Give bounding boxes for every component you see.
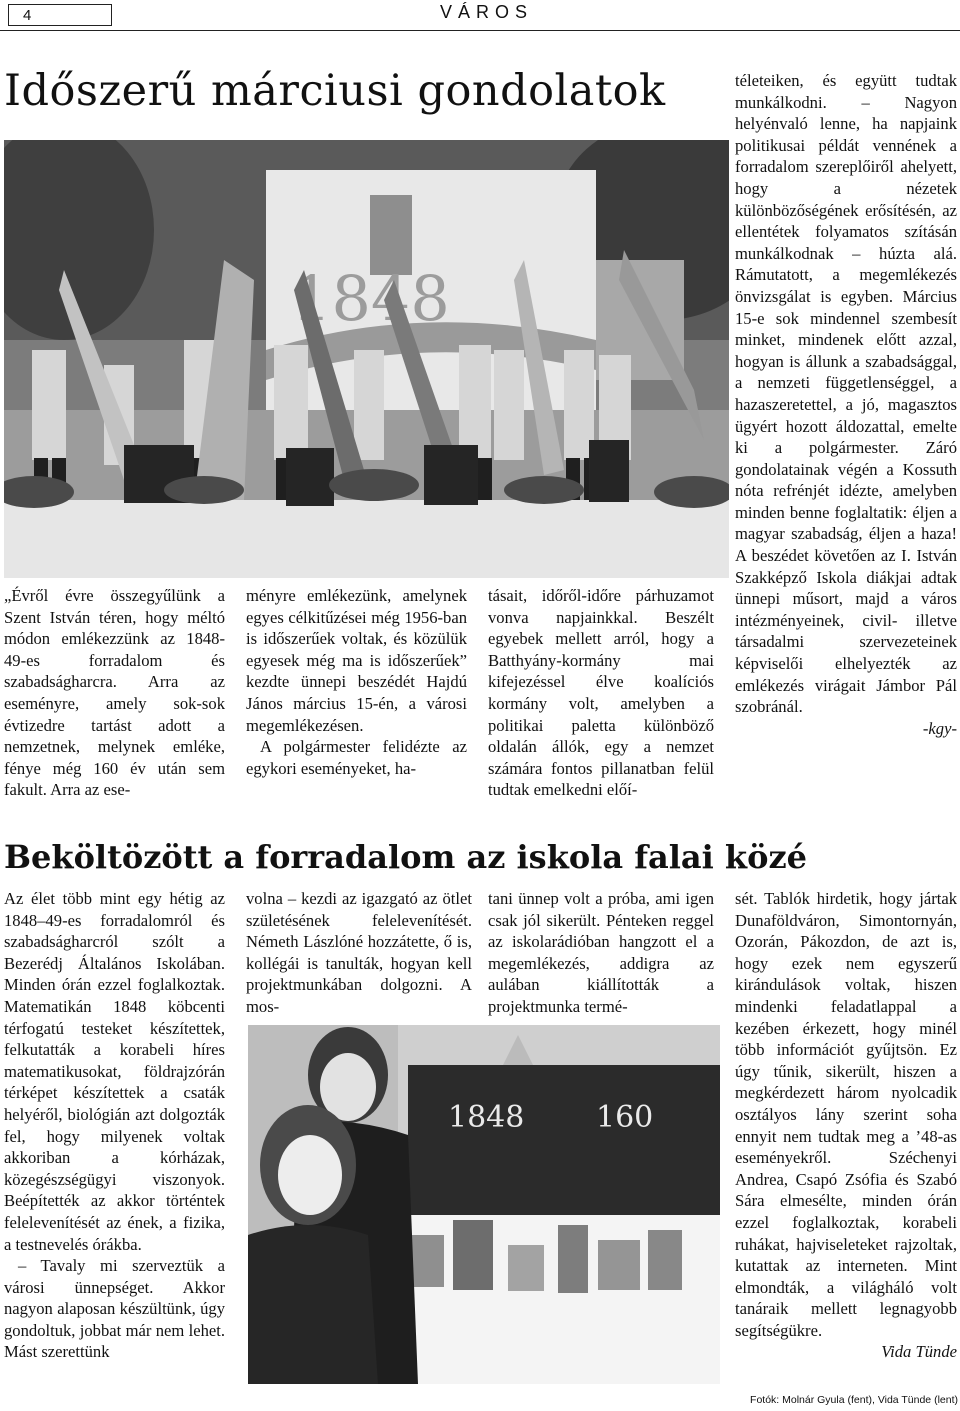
article1-signature: -kgy- <box>922 718 957 738</box>
article1-column-3 <box>488 585 714 801</box>
article1-photo <box>4 140 729 578</box>
article1-col2-text-a: ményre emlékezünk, amelynek egyes célkitűzései még 1956-ban is időszerűek voltak, és közülük egyesek még ma is időszerűek” kezdte ünnepi beszédét Hajdú János március 15-én, a városi megemlékezésen. <box>246 586 467 735</box>
article2-col1-text-b: – Tavaly mi szerveztük a városi ünnepséget. Akkor nagyon alaposan készültünk, úgy gondoltuk, jobbat már nem lehet. Mást szerettünk <box>4 1256 225 1362</box>
exhibit-year: 1848 <box>448 1100 525 1135</box>
article2-column-2 <box>246 888 472 1018</box>
article1-title: Időszerű márciusi gondolatok <box>4 66 666 116</box>
exhibit-number: 160 <box>596 1100 654 1135</box>
article2-column-4 <box>735 888 957 1363</box>
page-number: 4 <box>8 4 112 26</box>
article1-col4-text: téleteiken, és együtt tudtak munkálkodni. – Nagyon helyénvaló lenne, ha napjaink politikusai példát vennének a forradalom szereplőiről ahelyett, hogy a nézetek különbözőségének erősítésén, az ellentétek folyamatos szításán munkálkodnak – húzta alá. Rámutatott, a megemlékezés önvizsgálat is egyben. Március 15-e sok mindennel szembesít minket, mindenek előtt azzal, hogyan is állunk a szabadsággal, a nemzeti függetlenséggel, a hazaszeretettel, a jó, magasztos ügyért hozott áldozattal, emelte ki a polgármester. Záró gondolatainak végén a Kossuth nóta refrénjét idézte, amelyben minden benne foglaltatik: éljen a magyar szabadság, éljen a haza! A beszédet követően az I. István Szakképző Iskola diákjai adtak ünnepi műsort, majd a város intézményeinek, civil- illetve társadalmi szervezeteinek képviselői elhelyezték az emlékezés virágait Jámbor Pál szobránál. <box>735 71 957 717</box>
article1-col2-text-b: A polgármester felidézte az egykori eseményeket, ha- <box>246 737 467 778</box>
article1-column-1 <box>4 585 225 801</box>
article2-col4-text: sét. Tablók hirdetik, hogy jártak Dunaföldváron, Simontornyán, Ozorán, Pákozdon, de azt is, hogy ezek nem egyszerű kirándulások voltak, hiszen mindenki feladatlappal a kezében érkezett, hogy minél több információt gyűjtsön. Ez úgy tűnik, sikerült, hiszen a megkérdezett három nyolcadik osztályos lány szerint soha ennyit nem tudtak meg a ’48-as eseményekről. Széchenyi Andrea, Csapó Zsófia és Szabó Sára elmesélte, minden órán ezzel foglalkoztak, korabeli ruhákat, hajviseleteket rajzoltak, kutattak az interneten. Mint elmondták, a világháló volt tanáraik mellett legnagyobb segítségükre. <box>735 889 957 1340</box>
article2-column-3 <box>488 888 714 1018</box>
article1-col3-text: tásait, időről-időre párhuzamot vonva napjainkkal. Beszélt egyebek mellett arról, hogy a Batthyány-kormány mai kifejezéssel élve koalíciós kormány volt, amelyben a politikai paletta különböző oldalán állók, egy a nemzet számára fontos pillanatban felül tudtak emelkedni előí- <box>488 586 714 800</box>
photo-credits: Fotók: Molnár Gyula (fent), Vida Tünde (lent) <box>750 1394 958 1406</box>
article1-column-4 <box>735 70 957 739</box>
article2-column-1 <box>4 888 225 1363</box>
article2-title: Beköltözött a forradalom az iskola falai közé <box>4 838 807 876</box>
article2-photo <box>248 1025 720 1384</box>
stage-backdrop-year: 1848 <box>292 262 450 335</box>
article2-col3-text: tani ünnep volt a próba, ami igen csak jól sikerült. Pénteken reggel az iskolarádióban hangzott el a megemlékezés, addigra az aulában kiállították a projektmunka termé- <box>488 889 714 1016</box>
page-header <box>0 0 960 31</box>
article1-column-2 <box>246 585 467 779</box>
article2-col2-text: volna – kezdi az igazgató az ötlet születésének felelevenítését. Németh Lászlóné hozzátette, ő is, kollégái is tanulták, hogyan kell projektmunkában dolgozni. A mos- <box>246 889 472 1016</box>
article2-col1-text-a: Az élet több mint egy hétig az 1848–49-es forradalomról és szabadságharcról szólt a Bezerédj Általános Iskolában. Minden órán ezzel foglalkoztak. Matematikán 1848 köbcenti térfogatú testeket készítettek, felkutatták a korabeli híres matematikusokat, földrajzórán térképet készítettek a csaták helyéről, biológián azt dolgozták fel, hogy milyenek voltak akkoriban a kórházak, közegészségügyi viszonyok. Beépítették az akkor történtek felelevenítését az ének, a fizika, a testnevelés órákba. <box>4 889 225 1254</box>
section-name: VÁROS <box>440 2 534 22</box>
article1-col1-text: „Évről évre összegyűlünk a Szent István téren, hogy méltó módon emlékezzünk az 1848-49-es forradalom és szabadságharcra. Arra az eseményre, amely sok-sok évtizedre tartást adott a nemzetnek, melynek emléke, fénye még 160 év után sem fakult. Arra az ese- <box>4 586 225 800</box>
article2-signature: Vida Tünde <box>881 1342 957 1362</box>
